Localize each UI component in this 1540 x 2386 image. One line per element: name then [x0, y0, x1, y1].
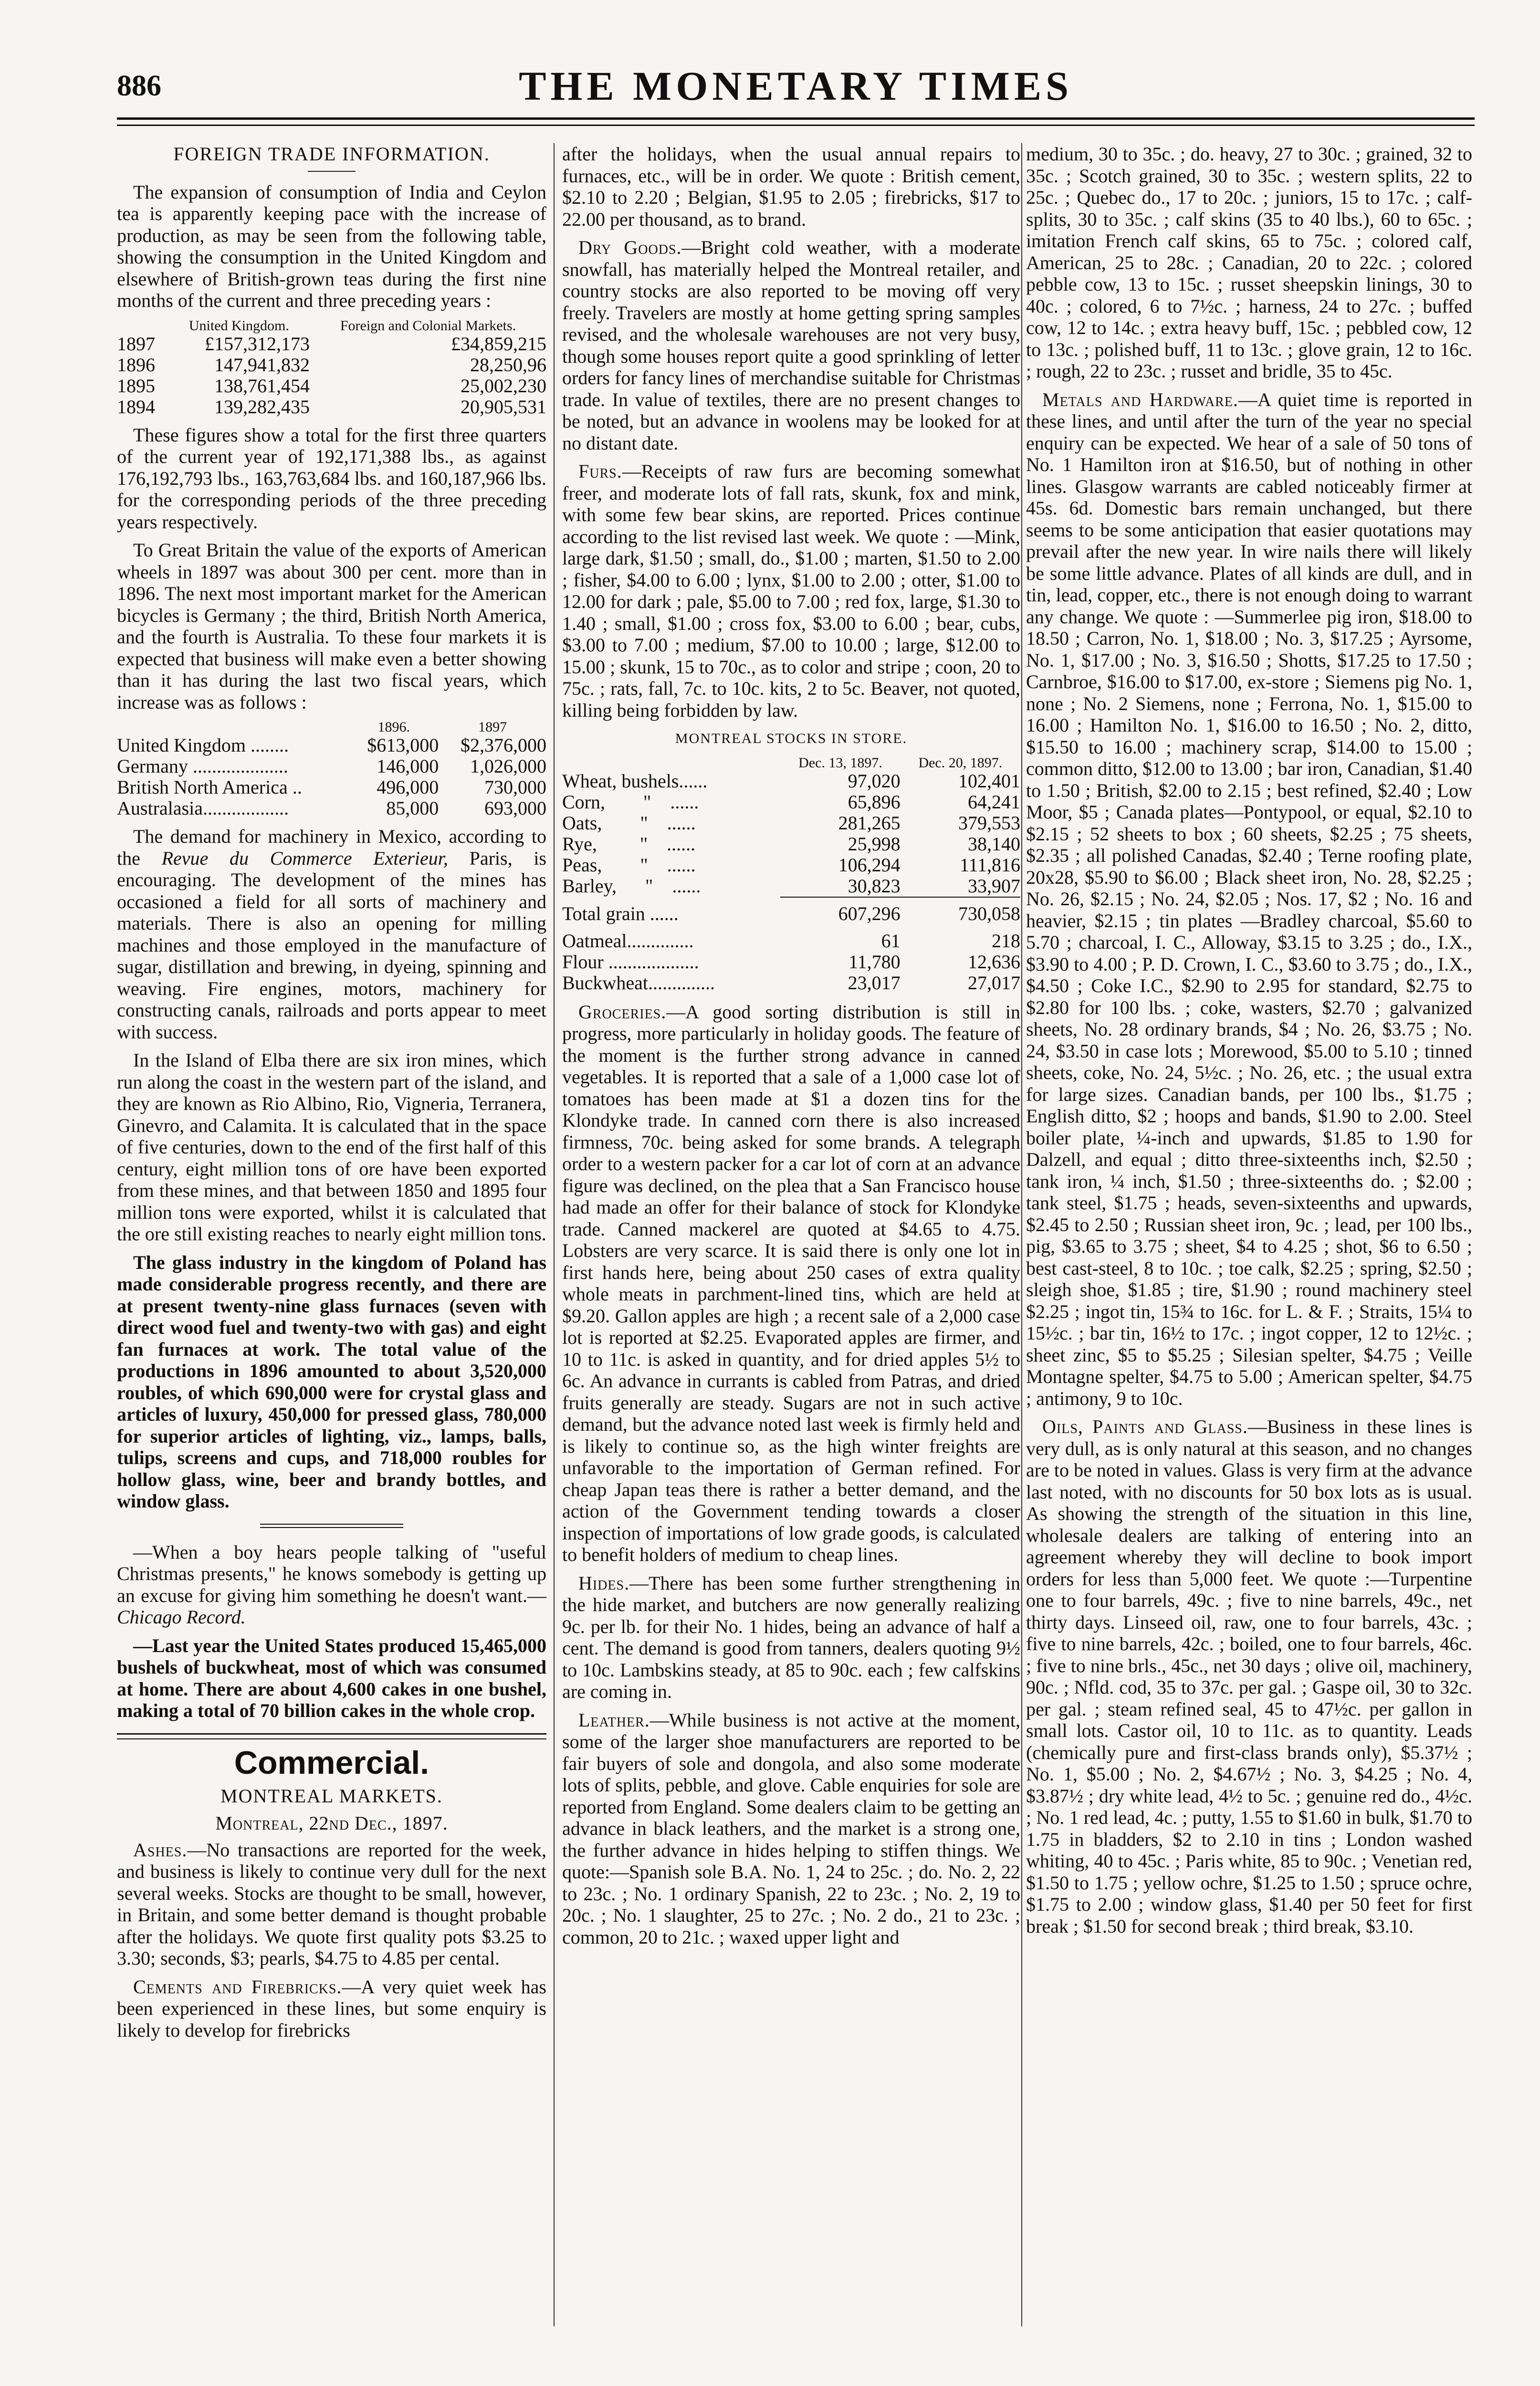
cell: 730,000 — [484, 776, 546, 798]
cell: Corn, " ...... — [562, 791, 699, 813]
column-3 — [1026, 143, 1472, 1944]
cell: 38,140 — [968, 833, 1020, 855]
cell: 97,020 — [848, 770, 901, 792]
cell: Buckwheat.............. — [562, 972, 715, 994]
cell: Oatmeal.............. — [562, 930, 694, 952]
table-row — [562, 855, 1020, 876]
subhead: Leather. — [578, 1709, 650, 1731]
table-row — [562, 792, 1020, 813]
text: —There has been some further strengthening in the hide market, and butchers are now generally realizing 9c. per lb. for their No. 1 hides, being an advance of half a cent. The demand is good from tanners, dealers quoting 9½ to 10c. Lambskins steady, at 85 to 90c. each ; few calfskins are coming in. — [562, 1572, 1020, 1702]
cell: 25,002,230 — [461, 375, 546, 397]
subhead: Metals and Hardware. — [1042, 388, 1238, 410]
divider — [260, 1524, 403, 1528]
column-divider — [554, 143, 555, 2326]
subhead: Groceries. — [578, 1001, 667, 1023]
cell: Barley, " ...... — [562, 875, 701, 897]
subhead: Oils, Paints and Glass. — [1042, 1416, 1248, 1437]
table-row — [562, 952, 1020, 973]
table-header-cell: 1897 — [478, 719, 507, 735]
cell: Flour ................... — [562, 951, 699, 973]
paragraph — [562, 1001, 1020, 1566]
cell: 1,026,000 — [470, 755, 546, 777]
column-1 — [117, 143, 546, 2048]
cell: Wheat, bushels...... — [562, 770, 708, 792]
subhead: Cements and Firebricks. — [133, 1976, 342, 1998]
table-row — [117, 376, 546, 397]
table-row — [117, 798, 546, 819]
paragraph: —Last year the United States produced 15,465,000 bushels of buckwheat, most of which was consumed at home. There are about 4,600 cakes in one bushel, making a total of 70 billion cakes in the whole crop. — [117, 1634, 546, 1721]
cell: Total grain ...... — [562, 902, 679, 924]
paragraph — [562, 1572, 1020, 1703]
cell: 102,401 — [958, 770, 1020, 792]
table-header — [562, 755, 1020, 771]
source-name: Chicago Record. — [117, 1606, 246, 1628]
table-row — [562, 876, 1020, 897]
cell: Rye, " ...... — [562, 833, 696, 855]
column-divider — [1021, 143, 1022, 2326]
section-heading-montreal-markets: MONTREAL MARKETS. — [220, 1785, 443, 1807]
cell: 106,294 — [838, 854, 901, 876]
cell: 607,296 — [838, 903, 901, 924]
divider — [308, 171, 356, 172]
paragraph — [562, 1709, 1020, 1948]
cell: 12,636 — [968, 951, 1020, 973]
paragraph: The expansion of consumption of India and Ceylon tea is apparently keeping pace with the increase of production, as may be seen from the following table, showing the consumption in the United Kingdom and elsewhere of British-grown teas during the first nine months of the current and three preceding years : — [117, 181, 546, 311]
text: —Business in these lines is very dull, as is only natural at this season, and no changes are to be noted in values. Glass is very firm at the advance last noted, with no discounts for 50 box lots as is usual. As showing the strength of the situation in this line, wholesale dealers are talking of entering into an agreement whereby they will decline to book import orders for less than 5,000 feet. We quote :—Turpentine one to four barrels, 49c. ; five to nine barrels, 49c., net thirty days. Linseed oil, raw, one to four barrels, 43c. ; five to nine barrels, 42c. ; boiled, one to four barrels, 46c. ; five to nine brls., 45c., net 30 days ; olive oil, machinery, 90c. ; Nfld. cod, 35 to 37c. per gal. ; Gaspe oil, 30 to 32c. per gal. ; steam refined seal, 45 to 47½c. per gallon in small lots. Castor oil, 10 to 11c. as to quantity. Leads (chemically pure and first-class brands only), $5.37½ ; No. 1, $5.00 ; No. 2, $4.67½ ; No. 3, $4.25 ; No. 4, $3.87½ ; dry white lead, 4½ to 5c. ; genuine red do., 4½c. ; No. 1 red lead, 4c. ; putty, 1.55 to $1.60 in bulk, $1.70 to 1.75 in bladders, $2 to 2.10 in tins ; London washed whiting, 40 to 45c. ; Paris white, 85 to 90c. ; Venetian red, $1.50 to 1.75 ; yellow ochre, $1.25 to 1.50 ; spruce ochre, $1.75 to 2.00 ; window glass, $1.40 per 50 feet for first break ; $1.50 for second break ; third break, $3.10. — [1026, 1416, 1473, 1937]
text: —A good sorting distribution is still in progress, more particularly in holiday goods. The feature of the moment is the further strong advance in canned vegetables. It is reported that a sale of a 1,000 case lot of tomatoes has been made at $1 a dozen tins for the Klondyke trade. In canned corn there is also increased firmness, 70c. being asked for some brands. A telegraph order to a western packer for a car lot of corn at an advance figure was declined, on the plea that a San Francisco house had made an offer for their balance of stock for Klondyke trade. Canned mackerel are quoted at $4.65 to 4.75. Lobsters are very scarce. It is said there is only one lot in first hands here, being about 250 cases of extra quality whole meats in parchment-lined tins, which are held at $9.20. Gallon apples are high ; a recent sale of a 2,000 case lot is reported at $2.25. Evaporated apples are firmer, and 10 to 11c. is asked in quantity, and for dried apples 5½ to 6c. An advance in currants is cabled from Patras, and dried fruits generally are steady. Sugars are not in such active demand, but the advance noted last week is firmly held and is likely to continue so, as the high winter freights are unfavorable to the importation of German refined. For cheap Japan teas there is rather a better demand, and the action of the Government tending towards a closer inspection of importations of low grade goods, is calculated to benefit holders of medium to cheap lines. — [562, 1001, 1020, 1565]
table-row — [562, 834, 1020, 855]
cell: 20,905,531 — [461, 396, 546, 418]
tea-table — [117, 318, 546, 418]
cell: 693,000 — [484, 797, 546, 819]
text: —Receipts of raw furs are becoming somewhat freer, and moderate lots of fall rats, skunk, fox and mink, with some few bear skins, are reported. Prices continue according to the list revised last week. We quote : —Mink, large dark, $1.50 ; small, do., $1.00 ; marten, $1.50 to 2.00 ; fisher, $4.00 to 6.00 ; lynx, $1.00 to 2.00 ; otter, $1.00 to 12.00 for dark ; pale, $5.00 to 7.00 ; red fox, large, $1.30 to 1.40 ; small, $1.00 ; cross fox, $3.00 to 6.00 ; bear, cubs, $3.00 to 7.00 ; medium, $7.00 to 10.00 ; large, $12.00 to 15.00 ; skunk, 15 to 70c., as to color and stripe ; coon, 20 to 75c. ; rats, fall, 7c. to 10c. kits, 2 to 5c. Beaver, not quoted, killing being forbidden by law. — [562, 460, 1020, 721]
wheels-table — [117, 720, 546, 819]
cell: 33,907 — [901, 876, 1020, 897]
table-header-cell: United Kingdom. — [189, 317, 289, 334]
paragraph — [562, 237, 1020, 454]
cell: 61 — [881, 930, 901, 952]
paragraph: after the holidays, when the usual annual repairs to furnaces, etc., will be in order. We quote : British cement, $2.10 to 2.20 ; Belgian, $1.95 to 2.05 ; firebricks, $17 to 22.00 per thousand, as to brand. — [562, 143, 1020, 230]
table-row — [562, 973, 1020, 994]
table-row — [562, 771, 1020, 792]
cell: 25,998 — [848, 833, 901, 855]
section-heading-foreign-trade: FOREIGN TRADE INFORMATION. — [173, 143, 490, 165]
text: —While business is not active at the moment, some of the larger shoe manufacturers are reported to be fair buyers of sole and dongola, and also some moderate lots of splits, pebble, and glove. Cable enquiries for sole are reported from England. Some dealers claim to be getting an advance in black leathers, and the market is a strong one, the further advance in hides helping to stiffen things. We quote:—Spanish sole B.A. No. 1, 24 to 25c. ; do. No. 2, 22 to 23c. ; No. 1 ordinary Spanish, 22 to 23c. ; No. 2, 19 to 20c. ; No. 1 slaughter, 25 to 27c. ; No. 2 do., 21 to 23c. ; common, 20 to 21c. ; waxed upper light and — [562, 1709, 1020, 1948]
text: —No transactions are reported for the week, and business is likely to continue very dull for the next several weeks. Stocks are thought to be small, however, in Britain, and some better demand is thought probable after the holidays. We quote first quality pots $3.25 to 3.30; seconds, $3; pearls, $4.75 to 4.85 per cental. — [117, 1839, 546, 1969]
cell: 146,000 — [377, 755, 439, 777]
publication-name: Revue du Commerce Exterieur, — [161, 847, 448, 869]
cell: Peas, " ...... — [562, 854, 696, 876]
paragraph: The glass industry in the kingdom of Poland has made considerable progress recently, and there are at present twenty-nine glass furnaces (seven with direct wood fuel and twenty-two with gas) and eight fan furnaces at work. The total value of the productions in 1896 amounted to about 3,520,000 roubles, of which 690,000 were for crystal glass and articles of luxury, 450,000 for pressed glass, 780,000 for superior articles of lighting, viz., lamps, balls, tulips, screens and cups, and 718,000 roubles for hollow glass, wine, beer and brandy bottles, and window glass. — [117, 1251, 546, 1512]
cell: 11,780 — [849, 951, 901, 973]
table-row-total — [562, 897, 1020, 931]
table-header-cell: 1896. — [377, 719, 410, 735]
text: Paris, is encouraging. The development of the mines has occasioned a field for all sorts of machinery and materials. There is also an opening for milling machines and those employed in the manufacture of sugar, distillation and brewing, in dyeing, spinning and weaving. Fire engines, motors, machinery for constructing canals, railroads and ports appear to meet with success. — [117, 847, 546, 1043]
subhead: Furs. — [578, 460, 622, 482]
divider — [117, 1733, 546, 1739]
table-header-cell: Dec. 13, 1897. — [798, 754, 882, 771]
paragraph — [1026, 1416, 1472, 1937]
cell: 218 — [992, 930, 1020, 952]
masthead-rule — [117, 117, 1475, 126]
cell: 30,823 — [780, 876, 900, 897]
cell: £34,859,215 — [451, 333, 546, 355]
cell: 1894 — [117, 396, 155, 418]
stocks-table — [562, 755, 1020, 994]
cell: 730,058 — [958, 903, 1020, 924]
cell: British North America .. — [117, 776, 302, 798]
cell: 147,941,832 — [214, 354, 310, 376]
newspaper-title: THE MONETARY TIMES — [519, 63, 1073, 109]
dateline: Montreal, 22nd Dec., 1897. — [215, 1812, 448, 1834]
page-number: 886 — [117, 70, 161, 102]
text: —Bright cold weather, with a moderate snowfall, has materially helped the Montreal retailer, and country stocks are also reported to be moving off very freely. Travelers are mostly at home getting spring samples revised, and the wholesale warehouses are not very busy, though some houses report quite a good sprinkling of letter orders for fancy lines of merchandise suitable for Christmas trade. In value of textiles, there are no present changes to be noted, but an advance in woolens may be looked for at no distant date. — [562, 237, 1021, 454]
cell: 1895 — [117, 375, 155, 397]
paragraph: To Great Britain the value of the exports of American wheels in 1897 was about 300 per cent. more than in 1896. The next most important market for the American bicycles is Germany ; the third, British North America, and the fourth is Australia. To these four markets it is expected that business will make even a better showing than it has during the last two fiscal years, which increase was as follows : — [117, 539, 546, 713]
paragraph: medium, 30 to 35c. ; do. heavy, 27 to 30c. ; grained, 32 to 35c. ; Scotch grained, 30 to 35c. ; western splits, 22 to 25c. ; Quebec do., 17 to 20c. ; juniors, 15 to 17c. ; calf-splits, 30 to 35c. ; calf skins (35 to 40 lbs.), 60 to 65c. ; imitation French calf skins, 65 to 75c. ; colored calf, American, 25 to 28c. ; Canadian, 20 to 22c. ; colored pebble cow, 13 to 15c. ; russet sheepskin linings, 30 to 40c. ; colored, 6 to 7½c. ; harness, 24 to 27c. ; buffed cow, 12 to 14c. ; extra heavy buff, 15c. ; pebbled cow, 12 to 13c. ; polished buff, 11 to 13c. ; glove grain, 12 to 16c. ; rough, 22 to 23c. ; russet and bridle, 35 to 45c. — [1026, 143, 1472, 382]
text: —A quiet time is reported in these lines, and until after the turn of the year no special enquiry can be expected. We hear of a sale of 50 tons of No. 1 Hamilton iron at $16.50, but of nothing in other lines. Glasgow warrants are cabled noticeably firmer at 45s. 6d. Domestic bars remain unchanged, but there seems to be some anticipation that easier quotations may prevail after the new year. In wire nails there will likely be some little advance. Plates of all kinds are dull, and in tin, lead, copper, etc., there is not enough doing to warrant any change. We quote : —Summerlee pig iron, $18.00 to 18.50 ; Carron, No. 1, $18.00 ; No. 3, $17.25 ; Ayrsome, No. 1, $17.00 ; No. 3, $16.50 ; Shotts, $17.25 to 17.50 ; Carnbroe, $16.00 to $17.00, ex-store ; Siemens pig No. 1, none ; No. 2 Siemens, none ; Ferrona, No. 1, $15.00 to 16.00 ; Hamilton No. 1, $16.00 to 16.50 ; No. 2, ditto, $15.50 to 16.00 ; machinery scrap, $14.00 to 15.00 ; common ditto, $12.00 to 13.00 ; bar iron, Canadian, $1.40 to 1.50 ; British, $2.00 to 2.15 ; best refined, $2.40 ; Low Moor, $5 ; Canada plates—Pontypool, or equal, $2.10 to $2.15 ; 52 sheets to box ; 60 sheets, $2.25 ; 75 sheets, $2.35 ; all polished Canadas, $2.40 ; Terne roofing plate, 20x28, $5.90 to $6.00 ; Black sheet iron, No. 28, $2.25 ; No. 26, $2.15 ; No. 24, $2.05 ; Nos. 17, $2 ; No. 16 and heavier, $2.15 ; tin plates —Bradley charcoal, $5.60 to 5.70 ; charcoal, I. C., Alloway, $3.15 to 3.25 ; do., I.X., $3.90 to 4.00 ; P. D. Crown, I. C., $3.60 to 3.75 ; do., I.X., $4.50 ; Coke I.C., $2.90 to 2.95 for standard, $2.75 to $2.80 for 100 lbs. ; coke, wasters, $2.70 ; galvanized sheets, No. 28 ordinary brands, $4 ; No. 26, $3.75 ; No. 24, $3.50 in case lots ; Morewood, $5.00 to 5.10 ; tinned sheets, coke, No. 24, 5½c. ; No. 26, etc. ; the usual extra for large sizes. Canadian bands, per 100 lbs., $1.75 ; English ditto, $2 ; hoops and bands, $1.90 to 2.00. Steel boiler plate, ¼-inch and upwards, $1.85 to 1.90 for Dalzell, and equal ; ditto three-sixteenths inch, $2.50 ; tank iron, ¼ inch, $1.50 ; three-sixteenths do. ; $2.00 ; tank steel, $1.75 ; heads, seven-sixteenths and upwards, $2.45 to 2.50 ; Russian sheet iron, 9c. ; lead, per 100 lbs., pig, $3.65 to 3.75 ; sheet, $4 to 4.25 ; shot, $6 to 6.50 ; best cast-steel, 8 to 10c. ; toe calk, $2.25 ; spring, $2.50 ; sleigh shoe, $1.85 ; tire, $1.90 ; round machinery steel $2.25 ; ingot tin, 15¾ to 16c. for L. & F. ; Straits, 15¼ to 15½c. ; bar tin, 16½ to 17c. ; ingot copper, 12 to 12½c. ; sheet zinc, $5 to $5.25 ; Silesian spelter, $4.75 ; Veille Montagne spelter, $4.75 to 5.00 ; American spelter, $4.75 ; antimony, 9 to 10c. — [1026, 388, 1473, 1409]
table-row — [117, 777, 546, 798]
cell: 496,000 — [377, 776, 439, 798]
paragraph — [117, 1976, 546, 2041]
subhead: Hides. — [578, 1572, 630, 1594]
paragraph: These figures show a total for the first three quarters of the current year of 192,171,388 lbs., as against 176,192,793 lbs., 163,763,684 lbs. and 160,187,966 lbs. for the corresponding periods of the three preceding years respectively. — [117, 424, 546, 533]
table-row — [117, 756, 546, 777]
column-2 — [562, 143, 1020, 1955]
cell: $2,376,000 — [461, 734, 546, 756]
cell: 281,265 — [838, 812, 901, 834]
paragraph — [1026, 389, 1472, 1410]
cell: 28,250,96 — [470, 354, 546, 376]
cell: £157,312,173 — [205, 333, 310, 355]
text: —When a boy hears people talking of "useful Christmas presents," he knows somebody is getting up an excuse for giving him something he doesn't want.— — [117, 1541, 546, 1606]
cell: 139,282,435 — [214, 396, 310, 418]
table-row — [117, 397, 546, 418]
table-title-stocks: MONTREAL STOCKS IN STORE. — [675, 731, 908, 746]
text: The demand for machinery in Mexico, according to the — [117, 826, 546, 869]
table-header-cell: Dec. 20, 1897. — [918, 754, 1003, 771]
cell: $613,000 — [367, 734, 439, 756]
paragraph — [117, 1839, 546, 1969]
cell: Germany .................... — [117, 755, 288, 777]
table-row — [117, 355, 546, 376]
cell: Australasia.................. — [117, 797, 289, 819]
cell: United Kingdom ........ — [117, 734, 289, 756]
cell: 138,761,454 — [214, 375, 310, 397]
table-header — [117, 720, 546, 735]
section-title-commercial: Commercial. — [234, 1744, 430, 1781]
cell: 64,241 — [968, 791, 1020, 813]
paragraph — [117, 826, 546, 1043]
subhead: Ashes. — [133, 1839, 188, 1861]
table-header-cell: Foreign and Colonial Markets. — [340, 317, 516, 334]
table-row — [117, 334, 546, 355]
cell: 23,017 — [848, 972, 901, 994]
table-row — [117, 735, 546, 756]
cell: 379,553 — [958, 812, 1020, 834]
paragraph — [562, 460, 1020, 721]
paragraph: In the Island of Elba there are six iron mines, which run along the coast in the western part of the island, and they are known as Rio Albino, Rio, Vigneria, Terranera, Ginevro, and Calamita. It is calculated that in the space of five centuries, down to the end of the first half of this century, eight million tons of ore have been exported from these mines, and that between 1850 and 1895 four million tons were exported, whilst it is calculated that the ore still existing reaches to nearly eight million tons. — [117, 1049, 546, 1245]
table-header — [117, 318, 546, 334]
subhead: Dry Goods. — [578, 237, 682, 258]
cell: 1897 — [117, 333, 155, 355]
paragraph — [117, 1541, 546, 1628]
masthead — [117, 60, 1475, 122]
cell: 27,017 — [968, 972, 1020, 994]
table-row — [562, 931, 1020, 952]
text: —A very quiet week has been experienced in these lines, but some enquiry is likely to develop for firebricks — [117, 1976, 546, 2041]
cell: 65,896 — [848, 791, 901, 813]
cell: Oats, " ...... — [562, 812, 696, 834]
cell: 1896 — [117, 354, 155, 376]
cell: 85,000 — [386, 797, 439, 819]
cell: 111,816 — [959, 854, 1020, 876]
table-row — [562, 813, 1020, 834]
